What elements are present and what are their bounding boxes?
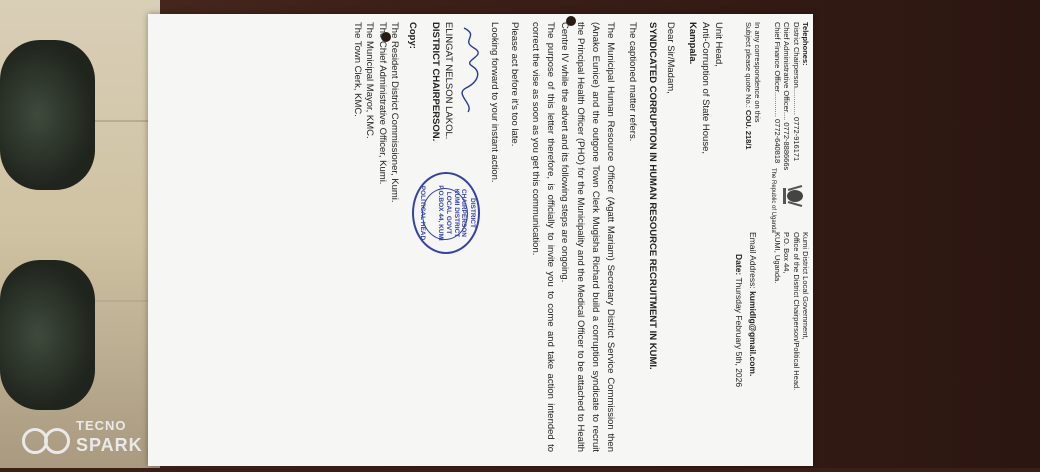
signer-title: DISTRICT CHAIRPERSON. bbox=[430, 22, 441, 142]
watermark-brand: TECNO bbox=[76, 418, 127, 433]
correspondence-note bbox=[743, 22, 762, 150]
copy-heading: Copy: bbox=[407, 22, 418, 49]
stamp-inner-text: LOCAL GOVT bbox=[445, 191, 452, 235]
stamp-inner-text: KUMI DISTRICT bbox=[453, 188, 460, 238]
phone-line: Chief Administrative Officer.... 0772-888666s bbox=[782, 22, 792, 171]
letter-content bbox=[280, 22, 810, 472]
date-value: Thursday February 5th, 2026 bbox=[734, 277, 744, 388]
email-address: kumidlg@gmail.com. bbox=[748, 291, 758, 377]
telephones-heading: Telephones: bbox=[801, 22, 810, 66]
reference-number: COU. 218/1 bbox=[743, 110, 753, 150]
correspondence-line: Subject please quote No.: bbox=[743, 22, 753, 108]
coat-of-arms-icon bbox=[778, 182, 808, 210]
body-paragraph-1: The Municipal Human Resource Officer (Agatt Mariam) Secretary District Service Commission then (Anako Eunice) and the outgone Town Clerk Mugisha Richard build a corruption syndicate to recruit the Principal Health Officer (PHO) for the Municipality and the Medical Officer to be attached to Health Centre IV while the advert and its following steps are ongoing. bbox=[559, 22, 616, 452]
watermark-model: SPARK bbox=[76, 435, 143, 455]
org-name: Kumi District Local Government, bbox=[801, 232, 810, 340]
copy-item: The Municipal Mayor, KMC. bbox=[364, 22, 376, 139]
recipient-block bbox=[686, 22, 724, 154]
correspondence-line: In any correspondence on this bbox=[753, 22, 762, 123]
office-name: Office of the District Chairperson/Political Head. bbox=[791, 232, 801, 391]
letterhead-block bbox=[773, 232, 811, 390]
telephones-block bbox=[773, 22, 811, 170]
signer-name: ELINGAT NELSON LAKOL. bbox=[443, 22, 454, 140]
stamp-top-text: DISTRICT CHAIRPERSON bbox=[460, 188, 476, 238]
subject-heading: SYNDICATED CORRUPTION IN HUMAN RESOURCE RECRUITMENT IN KUMI. bbox=[647, 22, 658, 370]
phone-line: District Chairperson............. 0772-916171 bbox=[791, 22, 801, 162]
recipient-line: Anti-Corruption of State House, bbox=[700, 22, 712, 155]
recipient-line: Unit Head, bbox=[713, 22, 724, 67]
body-paragraph-3: Please act before it's too late. bbox=[509, 22, 520, 147]
copy-item: The Resident District Commissioner, Kumi. bbox=[389, 22, 400, 203]
stamp-inner-text: P.O.BOX 44, KUMI bbox=[437, 185, 444, 241]
email-line bbox=[747, 232, 758, 376]
date-line bbox=[733, 254, 744, 387]
date-label: Date: bbox=[734, 254, 744, 276]
stamp-bottom-text: POLITICAL HEAD bbox=[419, 185, 426, 241]
shoe-shape bbox=[0, 40, 95, 190]
official-stamp bbox=[412, 172, 480, 254]
copy-item: The Town Clerk, KMC. bbox=[351, 22, 363, 117]
refers-line: The captioned matter refers. bbox=[627, 22, 638, 142]
email-label: Email Address: bbox=[748, 232, 758, 289]
copy-list bbox=[351, 22, 400, 203]
town: KUMI, Uganda. bbox=[772, 232, 782, 284]
camera-logo-icon bbox=[44, 428, 70, 454]
shoe-shape bbox=[0, 260, 95, 410]
closing-line: Looking forward to your instant action. bbox=[489, 22, 500, 183]
body-paragraph-2: The purpose of this letter therefore, is officially to invite you to come and take action intended to correct the vise as soon as you get this communication. bbox=[529, 22, 556, 452]
copy-item: The Chief Administrative Officer, Kumi. bbox=[376, 22, 388, 185]
recipient-city: Kampala. bbox=[687, 22, 699, 65]
crest-caption: The Republic of Uganda bbox=[770, 168, 776, 233]
phone-line: Chief Finance Officer............ 0772-640818 bbox=[772, 22, 782, 164]
signature-icon bbox=[458, 26, 482, 116]
po-box: P.O. Box 44, bbox=[782, 232, 792, 274]
salutation: Dear Sir/Madam, bbox=[665, 22, 676, 94]
